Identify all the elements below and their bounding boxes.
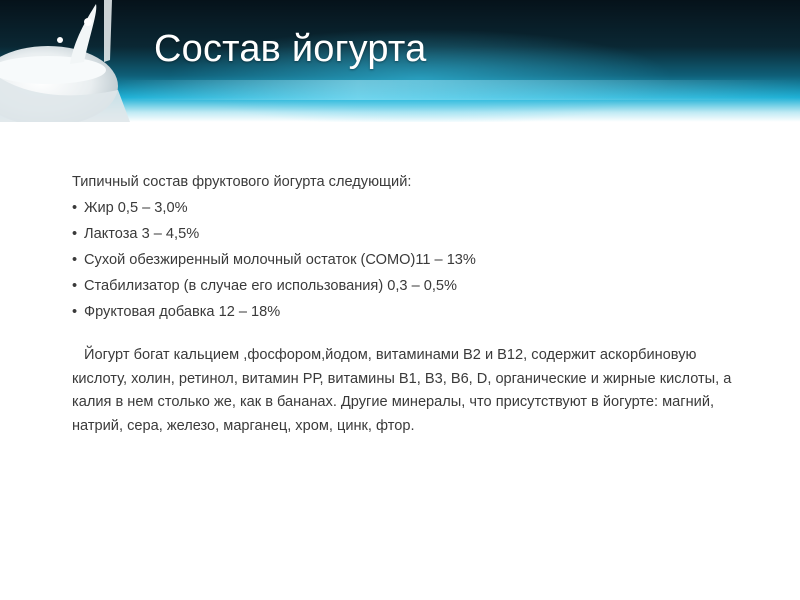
list-item [72, 224, 752, 244]
bullet-icon: • [72, 226, 78, 242]
milk-splash-icon [0, 0, 160, 122]
list-item [72, 250, 752, 270]
content-area [72, 172, 752, 438]
list-item-text: Жир 0,5 – 3,0% [84, 200, 188, 216]
list-item [72, 302, 752, 322]
list-item-text: Сухой обезжиренный молочный остаток (СОМО)11 – 13% [84, 252, 476, 268]
header-glow [120, 80, 800, 100]
bullet-icon: • [72, 278, 78, 294]
description-paragraph: Йогурт богат кальцием ,фосфором,йодом, витаминами В2 и В12, содержит аскорбиновую кислоту, холин, ретинол, витамин РР, витамины В1, В3, В6, D, органические и жирные кислоты, а калия в нем столько же, как в бананах. Другие минералы, что присутствуют в йогурте: магний, натрий, сера, железо, марганец, хром, цинк, фтор. [72, 347, 732, 434]
intro-text: Типичный состав фруктового йогурта следующий: [72, 174, 412, 190]
list-item-text: Стабилизатор (в случае его использования) 0,3 – 0,5% [84, 278, 458, 294]
bullet-icon: • [72, 200, 78, 216]
list-item-text: Фруктовая добавка 12 – 18% [84, 304, 281, 320]
header-band [0, 0, 800, 122]
bullet-icon: • [72, 304, 78, 320]
list-item-text: Лактоза 3 – 4,5% [84, 226, 200, 242]
bullet-icon: • [72, 252, 78, 268]
composition-list [72, 198, 752, 322]
slide-title: Состав йогурта [154, 28, 427, 70]
list-item [72, 198, 752, 218]
list-item [72, 276, 752, 296]
